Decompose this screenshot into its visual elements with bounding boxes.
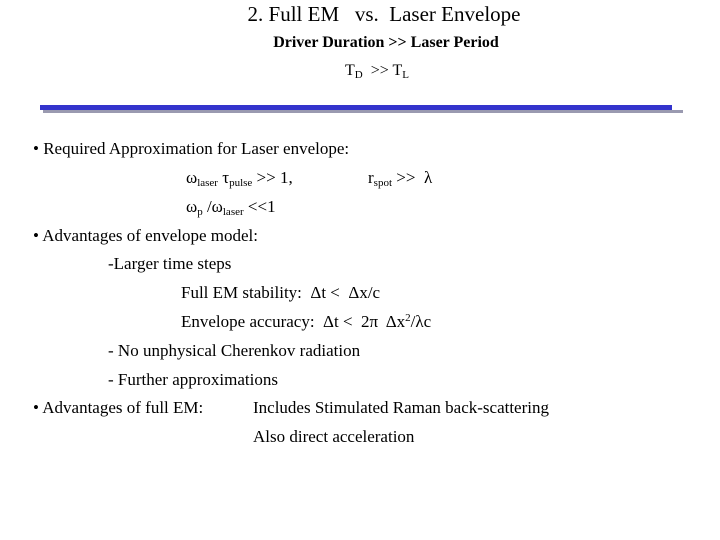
condition-rspot-rest: >> λ [392, 168, 433, 187]
r-spot-sub: spot [373, 177, 393, 189]
omega-p: ω [186, 197, 198, 216]
tl-symbol: T [392, 62, 403, 79]
envelope-accuracy-sup: 2 [405, 312, 411, 324]
envelope-accuracy-tail: /λc [410, 312, 432, 331]
larger-time-steps: -Larger time steps [108, 254, 232, 273]
condition-rspot [368, 168, 432, 188]
further-approximations: - Further approximations [108, 370, 278, 389]
envelope-accuracy [181, 312, 431, 332]
condition-omega-ratio-rest: <<1 [243, 197, 276, 216]
envelope-accuracy-main: Envelope accuracy: Δt < 2π Δx [181, 312, 406, 331]
tau-pulse: τ [217, 168, 230, 187]
r-spot: r [368, 168, 374, 187]
condition-omega-tau [186, 168, 293, 188]
period-relation [345, 62, 409, 80]
fullem-item-raman: Includes Stimulated Raman back-scattering [253, 398, 549, 417]
divider-gray-shadow [43, 110, 683, 113]
relation-operator: >> [362, 62, 393, 79]
tau-pulse-sub: pulse [229, 177, 253, 189]
envelope-heading: • Advantages of envelope model: [33, 226, 259, 245]
omega-p-sub: p [197, 206, 203, 218]
omega-laser-denominator: /ω [202, 197, 223, 216]
td-subscript: D [354, 69, 363, 81]
omega-laser-sub: laser [197, 177, 218, 189]
fullem-stability: Full EM stability: Δt < Δx/c [181, 283, 381, 302]
omega-laser-denominator-sub: laser [222, 206, 244, 218]
omega-laser: ω [186, 168, 198, 187]
fullem-item-acceleration: Also direct acceleration [253, 427, 415, 446]
fullem-heading: • Advantages of full EM: [33, 398, 204, 417]
slide-subtitle: Driver Duration >> Laser Period [273, 34, 499, 51]
condition-omega-ratio [186, 197, 276, 217]
slide-title: 2. Full EM vs. Laser Envelope [247, 2, 521, 26]
approx-heading: • Required Approximation for Laser envelope: [33, 139, 350, 158]
condition-omega-tau-rest: >> 1, [252, 168, 293, 187]
no-cherenkov: - No unphysical Cherenkov radiation [108, 341, 361, 360]
tl-subscript: L [402, 69, 410, 81]
td-symbol: T [345, 62, 355, 79]
